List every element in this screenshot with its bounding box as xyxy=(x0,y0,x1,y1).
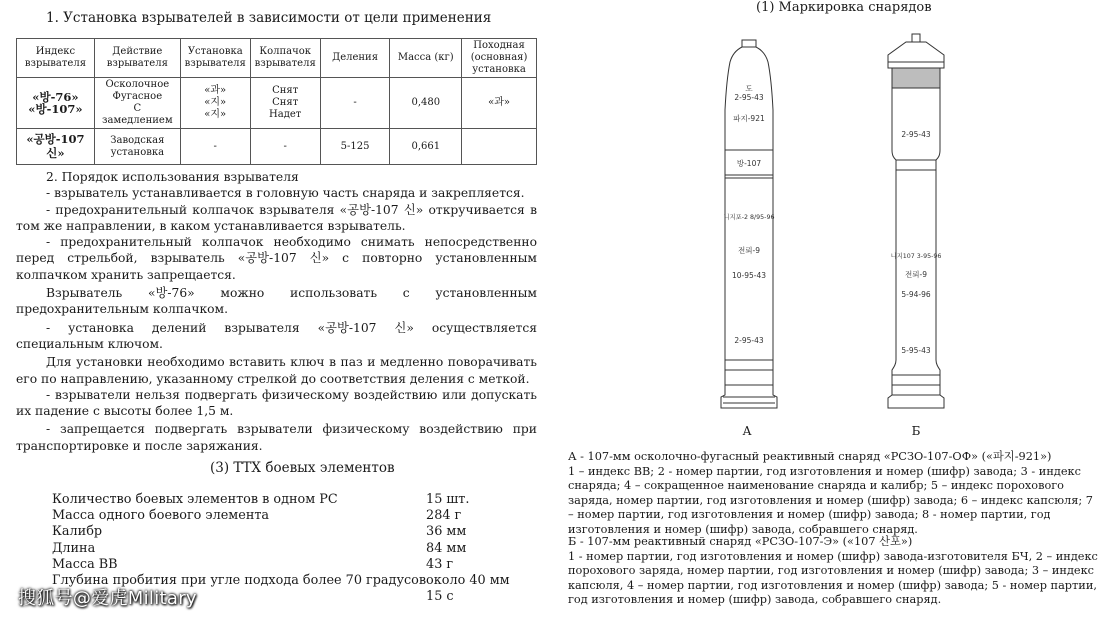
cap-text: Надет xyxy=(269,109,302,120)
section3-title: (3) ТТХ боевых элементов xyxy=(210,460,395,476)
right-column xyxy=(560,0,1100,619)
paragraph: - предохранительный колпачок взрывателя «공방-107 신» откручивается в том же направлении, в каком устанавливается взрыватель. xyxy=(16,202,537,233)
shell-b-mark: 5-95-43 xyxy=(901,346,931,355)
shell-a-mark: 2-95-43 xyxy=(734,93,764,102)
action-text: Заводская xyxy=(110,134,165,146)
table-header-cell: Масса (кг) xyxy=(390,39,462,78)
ttx-label: Длина xyxy=(52,540,96,556)
table-cell xyxy=(462,129,537,165)
ttx-label: Количество боевых элементов в одном РС xyxy=(52,492,338,507)
ttx-row xyxy=(52,557,510,573)
fuze-index: «방-76» xyxy=(32,90,79,104)
ttx-row xyxy=(52,508,510,524)
shell-a-mark: 전뢰-9 xyxy=(738,246,760,255)
shell-b-mark: 니지107 3-95-96 xyxy=(890,253,942,260)
shell-b-mark: 5-94-96 xyxy=(901,290,931,299)
table-header-cell: Колпачок взрывателя xyxy=(250,39,320,78)
table-cell: - xyxy=(250,129,320,165)
paragraph: Для установки необходимо вставить ключ в паз и медленно поворачивать его по направлению, указанному стрелкой до соответствия деления с меткой. xyxy=(16,355,537,386)
setting-text: «과» xyxy=(204,85,227,96)
caption-a xyxy=(568,450,1098,538)
table-cell xyxy=(17,78,95,129)
ttx-value: 43 г xyxy=(426,556,454,572)
table-cell xyxy=(94,129,180,165)
watermark: 搜狐号@爱虎Military xyxy=(18,588,197,609)
table-cell: «과» xyxy=(462,78,537,129)
fuze-index: «방-107» xyxy=(28,102,83,116)
ttx-label: Масса одного боевого элемента xyxy=(52,508,270,524)
paragraph: - установка делений взрывателя «공방-107 신» осуществляется специальным ключом. xyxy=(16,320,537,351)
setting-text: «지» xyxy=(204,109,227,120)
cap-text: Снят xyxy=(272,97,299,108)
action-text: Фугасное xyxy=(112,91,163,102)
figure-title: (1) Маркировка снарядов xyxy=(756,0,932,15)
table-cell xyxy=(17,129,95,165)
cap-text: Снят xyxy=(272,85,299,96)
table-header-row xyxy=(17,39,537,78)
table-cell: 0,661 xyxy=(390,129,462,165)
caption-a-text: 1 – индекс ВВ; 2 - номер партии, год изготовления и номер (шифр) завода; 3 - индекс снаряда; 4 – сокращенное наименование снаряда и калибр; 5 – индекс порохового заряда, номер партии, год изготовления и номер (шифр) завода; 6 – индекс капсюля; 7 – номер партии, год изготовления и номер (шифр) завода; 8 - номер партии, год изготовления и номер (шифр) завода, собравшего снаряд. xyxy=(568,464,1093,536)
table-row xyxy=(17,129,537,165)
ttx-label: Калибр xyxy=(52,524,103,540)
section1-title: 1. Установка взрывателей в зависимости от цели применения xyxy=(46,10,492,26)
shell-a-label: А xyxy=(742,424,752,438)
ttx-value: около 40 мм xyxy=(426,573,510,589)
shell-a-mark: 니지포-2 8/95-96 xyxy=(723,214,775,221)
table-cell: 5-125 xyxy=(320,129,390,165)
shell-b-mark: 전뢰-9 xyxy=(905,270,927,279)
ttx-value: 15 с xyxy=(426,589,454,605)
shell-a-mark: 방-107 xyxy=(736,159,762,168)
table-header-cell: Установка взрывателя xyxy=(180,39,250,78)
shell-a-mark: 2-95-43 xyxy=(734,336,764,345)
shell-a-mark: 도 xyxy=(745,84,753,93)
caption-b xyxy=(568,535,1098,608)
table-cell: - xyxy=(180,129,250,165)
ttx-row xyxy=(52,492,510,508)
paragraph: Взрыватель «방-76» можно использовать с установленным предохранительным колпачком. xyxy=(16,286,537,317)
paragraph: - взрыватели нельзя подвергать физическому воздействию или допускать их падение с высоты более 1,5 м. xyxy=(16,387,537,419)
table-cell: - xyxy=(320,78,390,129)
table-header-cell: Походная (основная) установка xyxy=(462,39,537,78)
setting-text: «지» xyxy=(204,97,227,108)
ttx-value: 284 г xyxy=(426,508,462,524)
ttx-label: Глубина пробития при угле подхода более 70 градусов xyxy=(52,573,427,589)
ttx-row xyxy=(52,541,510,557)
ttx-row xyxy=(52,524,510,540)
fuze-table xyxy=(16,38,537,165)
table-cell xyxy=(180,78,250,129)
paragraph: - запрещается подвергать взрыватели физическому воздействию при транспортировке и после заряжания. xyxy=(16,422,537,453)
shell-b-label: Б xyxy=(911,424,921,438)
paragraph: - взрыватель устанавливается в головную часть снаряда и закрепляется. xyxy=(46,186,525,201)
section2-body xyxy=(16,169,537,454)
caption-a-title: А - 107-мм осколочно-фугасный реактивный снаряд «РСЗО-107-ОФ» («파지-921») xyxy=(568,450,1052,463)
table-cell: 0,480 xyxy=(390,78,462,129)
shell-a-mark: 10-95-43 xyxy=(731,271,767,280)
table-header-cell: Действие взрывателя xyxy=(94,39,180,78)
ttx-value: 84 мм xyxy=(426,540,467,556)
ttx-value: 15 шт. xyxy=(426,492,470,507)
shell-a-mark: 파지-921 xyxy=(733,114,765,123)
table-header-cell: Деления xyxy=(320,39,390,78)
paragraph: - предохранительный колпачок необходимо снимать непосредственно перед стрельбой, взрыватель «공방-107 신» с повторно установленным колпачком хранить запрещается. xyxy=(16,235,537,282)
caption-b-title: Б - 107-мм реактивный снаряд «РСЗО-107-Э» («107 산포») xyxy=(568,535,913,548)
table-cell xyxy=(94,78,180,129)
ttx-value: 36 мм xyxy=(426,524,467,540)
table-cell xyxy=(250,78,320,129)
shell-b-mark: 2-95-43 xyxy=(901,130,931,139)
table-row xyxy=(17,78,537,129)
action-text: установка xyxy=(110,146,165,158)
ttx-label: Масса ВВ xyxy=(52,556,118,572)
section2-title: 2. Порядок использования взрывателя xyxy=(46,170,299,184)
fuze-index: «공방-107 신» xyxy=(26,131,85,160)
action-text: С замедлением xyxy=(102,103,173,126)
shell-diagram xyxy=(560,0,1100,450)
action-text: Осколочное xyxy=(105,79,170,90)
table-header-cell: Индекс взрывателя xyxy=(17,39,95,78)
caption-b-text: 1 - номер партии, год изготовления и номер (шифр) завода-изготовителя БЧ, 2 – индекс порохового заряда, номер партии, год изготовления и номер (шифр) завода; 3 – индекс капсюля, 4 – номер партии, год изготовления и номер (шифр) завода; 5 - номер партии, год изготовления и номер (шифр) завода, собравшего снаряд. xyxy=(568,549,1098,607)
